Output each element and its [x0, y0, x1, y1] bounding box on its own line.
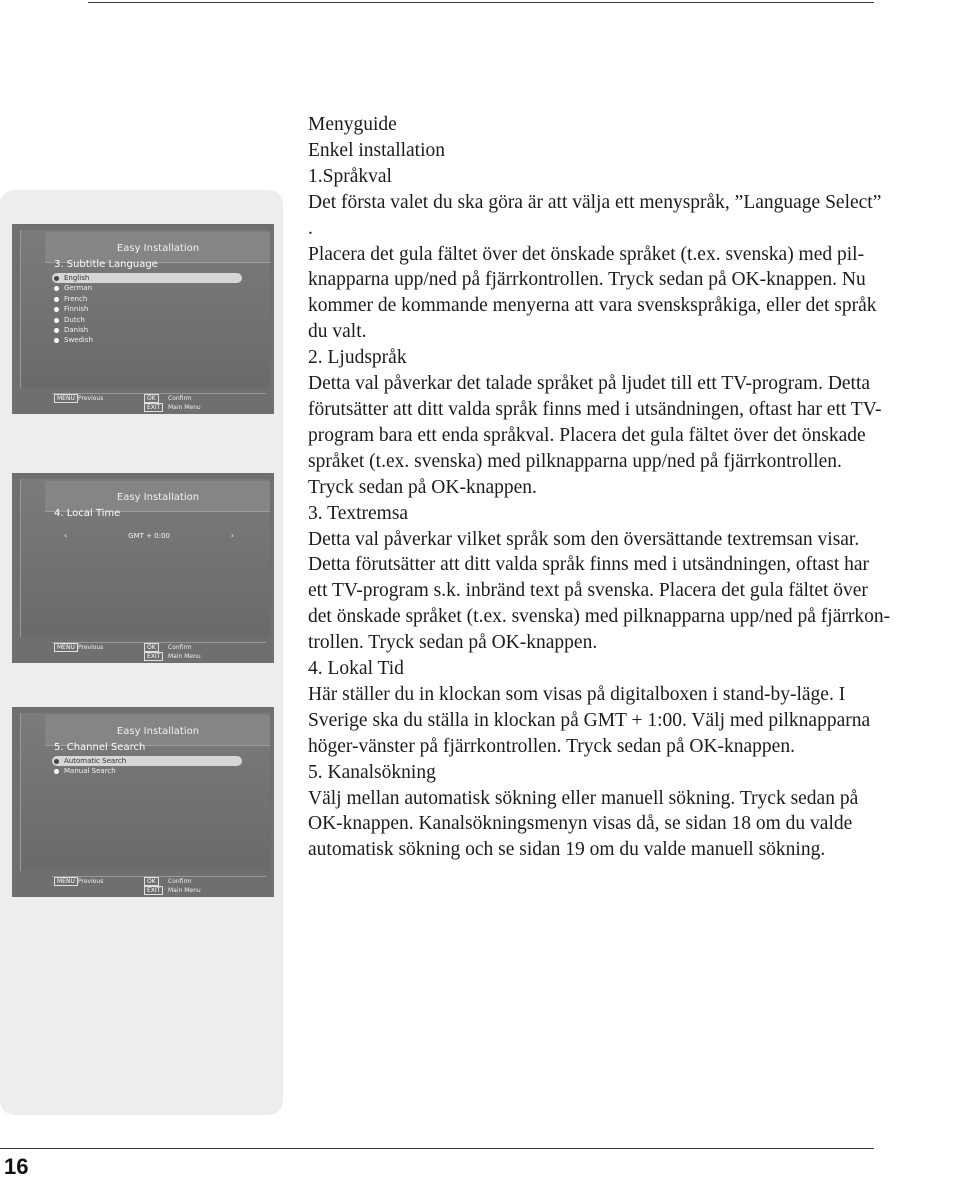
screen-footer [52, 394, 268, 414]
section-heading: 5. Kanalsökning [308, 761, 436, 783]
section-heading: 2. Ljudspråk [308, 347, 407, 369]
screen-subtitle: 4. Local Time [54, 508, 121, 519]
ok-key-label: Confirm [168, 644, 192, 651]
bullet-icon [54, 338, 59, 343]
bullet-icon [54, 328, 59, 333]
text-line: trollen. Tryck sedan på OK-knappen. [308, 632, 598, 654]
menu-key[interactable]: MENU [54, 643, 78, 652]
exit-key-label: Main Menu [168, 887, 201, 894]
menu-key[interactable]: MENU [54, 877, 78, 886]
local-time-selector[interactable] [64, 530, 234, 542]
screen-subtitle: 5. Channel Search [54, 742, 146, 753]
bullet-icon [54, 769, 59, 774]
exit-key[interactable]: EXIT [144, 886, 163, 895]
screen-channel-search [12, 707, 274, 897]
screen-footer [52, 643, 268, 663]
local-time-value: GMT + 0:00 [128, 532, 170, 540]
text-line: Detta förutsätter att ditt valda språk finns med i utsändningen, oftast har [308, 554, 870, 576]
ok-key[interactable]: OK [144, 643, 159, 652]
list-item-label: Manual Search [64, 767, 116, 776]
menu-key-label: Previous [78, 395, 104, 402]
text-line: automatisk sökning och se sidan 19 om du valde manuell sökning. [308, 839, 826, 861]
bottom-rule [0, 1148, 874, 1149]
section-heading: 3. Textremsa [308, 502, 409, 524]
text-line: Detta val påverkar vilket språk som den översättande textremsan visar. [308, 528, 860, 550]
screen-title: Easy Installation [116, 243, 200, 254]
screen-title: Easy Installation [116, 726, 200, 737]
arrow-right-icon[interactable]: › [230, 531, 234, 540]
list-item-label: Danish [64, 325, 89, 334]
text-line: knapparna upp/ned på fjärrkontrollen. Tryck sedan på OK-knappen. Nu [308, 269, 866, 291]
text-line: program bara ett enda språkval. Placera det gula fältet över det önskade [308, 424, 866, 446]
text-line: ett TV-program s.k. inbränd text på svenska. Placera det gula fältet över [308, 580, 868, 602]
exit-key[interactable]: EXIT [144, 403, 163, 412]
top-rule [88, 2, 874, 3]
list-item-swedish[interactable] [52, 335, 242, 345]
arrow-left-icon[interactable]: ‹ [64, 531, 68, 540]
text-line: Detta val påverkar det talade språket på ljudet till ett TV-program. Detta [308, 373, 871, 395]
ok-key[interactable]: OK [144, 394, 159, 403]
bullet-icon [54, 759, 59, 764]
list-item-danish[interactable] [52, 325, 242, 335]
list-item-manual-search[interactable] [52, 766, 242, 776]
text-line: förutsätter att ditt valda språk finns med i utsändningen, oftast har ett TV- [308, 398, 882, 420]
list-item-label: Dutch [64, 315, 85, 324]
text-line: Det första valet du ska göra är att välja ett menyspråk, ”Language Select” [308, 191, 882, 213]
list-item-label: French [64, 294, 88, 303]
bullet-icon [54, 318, 59, 323]
text-line: kommer de kommande menyerna att vara svenskspråkiga, eller det språk [308, 295, 877, 317]
page-number: 16 [4, 1154, 29, 1179]
section-heading: 1.Språkval [308, 165, 392, 187]
text-line: höger-vänster på fjärrkontrollen. Tryck sedan på OK-knappen. [308, 735, 795, 757]
menu-key[interactable]: MENU [54, 394, 78, 403]
section-heading: 4. Lokal Tid [308, 658, 404, 680]
text-line: Tryck sedan på OK-knappen. [308, 476, 537, 498]
ok-key-label: Confirm [168, 878, 192, 885]
list-item-automatic-search[interactable] [52, 756, 242, 766]
bullet-icon [54, 286, 59, 291]
text-line: . [308, 217, 313, 239]
ok-key[interactable]: OK [144, 877, 159, 886]
section-heading: Enkel installation [308, 139, 446, 161]
list-item-finnish[interactable] [52, 304, 242, 314]
list-item-label: Automatic Search [64, 757, 127, 765]
body-text [308, 112, 958, 863]
bullet-icon [54, 297, 59, 302]
text-line: språket (t.ex. svenska) med pilknapparna upp/ned på fjärrkontrollen. [308, 450, 842, 472]
screen-title: Easy Installation [116, 492, 200, 503]
screen-subtitle: 3. Subtitle Language [54, 259, 158, 270]
list-item-english[interactable] [52, 273, 242, 283]
list-item-label: German [64, 284, 93, 293]
screen-local-time [12, 473, 274, 663]
list-item-dutch[interactable] [52, 315, 242, 325]
screen-footer [52, 877, 268, 897]
search-mode-list [52, 756, 242, 777]
ok-key-label: Confirm [168, 395, 192, 402]
screen-subtitle-language [12, 224, 274, 414]
language-list [52, 273, 242, 346]
text-line: Placera det gula fältet över det önskade språket (t.ex. svenska) med pil- [308, 243, 865, 265]
text-line: det önskade språket (t.ex. svenska) med pilknapparna upp/ned på fjärrkon- [308, 606, 891, 628]
exit-key-label: Main Menu [168, 404, 201, 411]
bullet-icon [54, 307, 59, 312]
list-item-french[interactable] [52, 294, 242, 304]
list-item-german[interactable] [52, 283, 242, 293]
menu-key-label: Previous [78, 644, 104, 651]
exit-key-label: Main Menu [168, 653, 201, 660]
list-item-label: English [64, 274, 90, 282]
text-line: Välj mellan automatisk sökning eller manuell sökning. Tryck sedan på [308, 787, 859, 809]
list-item-label: Finnish [64, 305, 89, 314]
text-line: du valt. [308, 321, 367, 343]
text-line: Sverige ska du ställa in klockan på GMT + 1:00. Välj med pilknapparna [308, 709, 871, 731]
exit-key[interactable]: EXIT [144, 652, 163, 661]
menu-key-label: Previous [78, 878, 104, 885]
list-item-label: Swedish [64, 336, 93, 345]
text-line: OK-knappen. Kanalsökningsmenyn visas då, se sidan 18 om du valde [308, 813, 853, 835]
section-heading: Menyguide [308, 114, 397, 135]
text-line: Här ställer du in klockan som visas på digitalboxen i stand-by-läge. I [308, 683, 846, 705]
bullet-icon [54, 276, 59, 281]
